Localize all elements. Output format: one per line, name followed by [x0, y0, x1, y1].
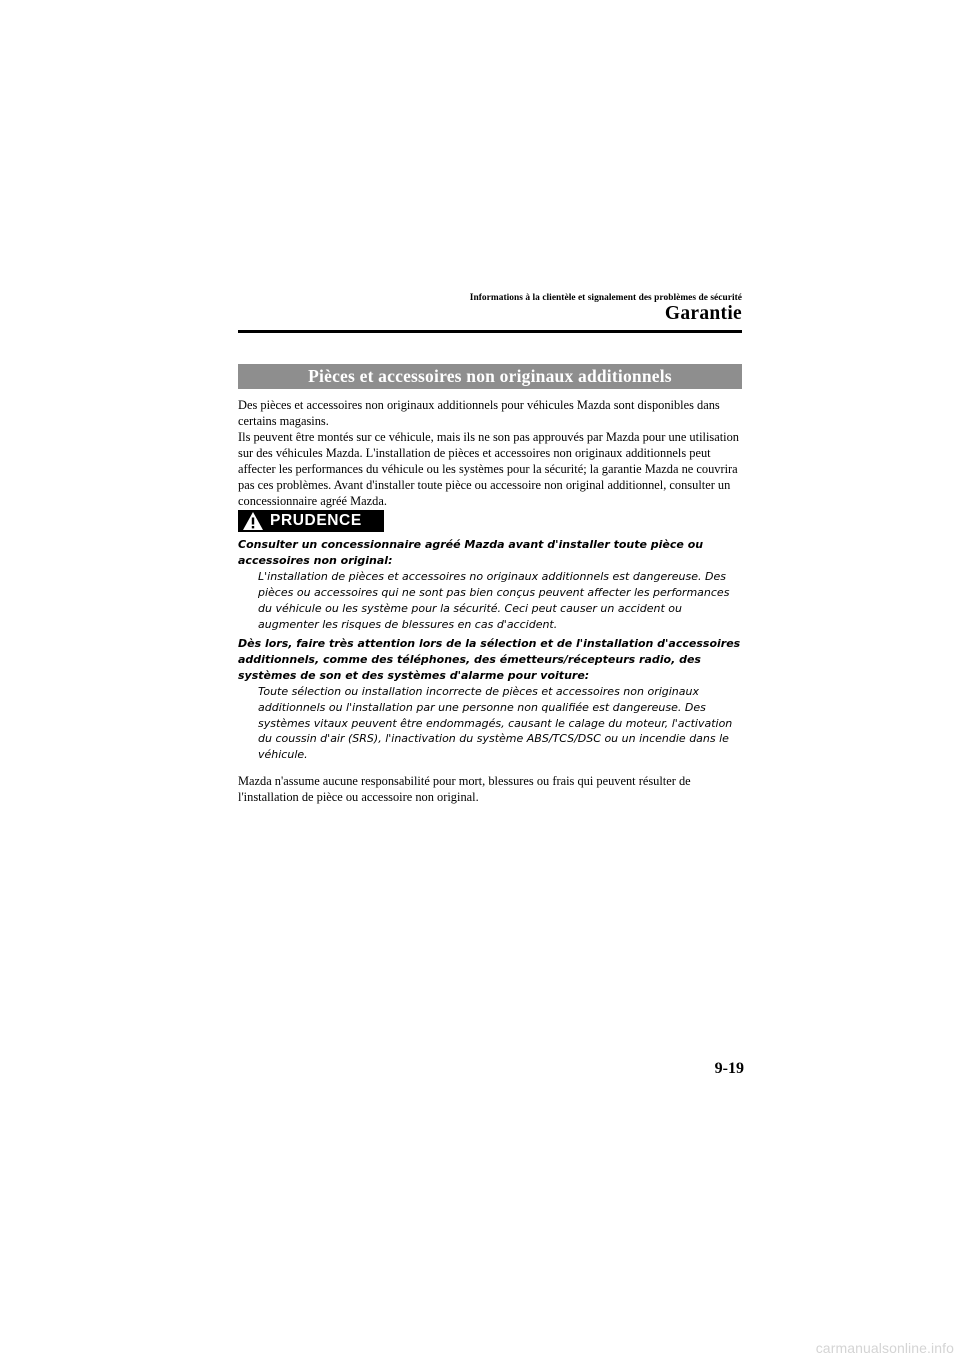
- caution-item-2-detail: Toute sélection ou installation incorrecte de pièces et accessoires non originaux additionnels ou l'installation par une personne non qualifiée est dangereuse. Des systèmes vitaux peuvent être endommagés, causant le calage du moteur, l'activation du coussin d'air (SRS), l'inactivation du système ABS/TCS/DSC ou un incendie dans le véhicule.: [258, 684, 733, 762]
- prudence-warning-label: [238, 510, 384, 532]
- warning-triangle-icon: [242, 511, 264, 531]
- caution-item-2-lead: Dès lors, faire très attention lors de la sélection et de l'installation d'accessoires additionnels, comme des téléphones, des émetteurs/récepteurs radio, des systèmes de son et des systèmes d'alarme pour voiture:: [238, 637, 741, 682]
- caution-item-1-detail: L'installation de pièces et accessoires no originaux additionnels est dangereuse. Des pièces ou accessoires qui ne sont pas bien conçus peuvent affecter les performances du véhicule ou les système pour la sécurité. Ceci peut causer un accident ou augmenter les risques de blessures en cas d'accident.: [258, 569, 730, 631]
- header-rule: [238, 330, 742, 333]
- caution-item-1: [238, 537, 744, 632]
- section-title-banner: Pièces et accessoires non originaux additionnels: [238, 364, 742, 389]
- site-watermark: carmanualsonline.info: [815, 1340, 954, 1356]
- page-number: 9-19: [714, 1060, 744, 1077]
- caution-item-2: [238, 636, 744, 763]
- intro-paragraph-1: Des pièces et accessoires non originaux additionnels pour véhicules Mazda sont disponibles dans certains magasins.: [238, 398, 720, 428]
- caution-item-1-lead: Consulter un concessionnaire agréé Mazda avant d'installer toute pièce ou accessoires non original:: [238, 538, 704, 567]
- intro-paragraph-2: Ils peuvent être montés sur ce véhicule, mais ils ne son pas approuvés par Mazda pour une utilisation sur des véhicules Mazda. L'installation de pièces et accessoires non originaux additionnels peut affecter les performances du véhicule ou les systèmes pour la sécurité; la garantie Mazda ne couvrira pas ces problèmes. Avant d'installer toute pièce ou accessoire non original additionnel, consulter un concessionnaire agréé Mazda.: [238, 430, 739, 508]
- running-header: Informations à la clientèle et signalement des problèmes de sécurité: [469, 293, 742, 303]
- chapter-title: Garantie: [664, 303, 742, 324]
- closing-paragraph: Mazda n'assume aucune responsabilité pour mort, blessures ou frais qui peuvent résulter de l'installation de pièce ou accessoire non original.: [238, 774, 691, 804]
- prudence-label-text: PRUDENCE: [270, 512, 362, 529]
